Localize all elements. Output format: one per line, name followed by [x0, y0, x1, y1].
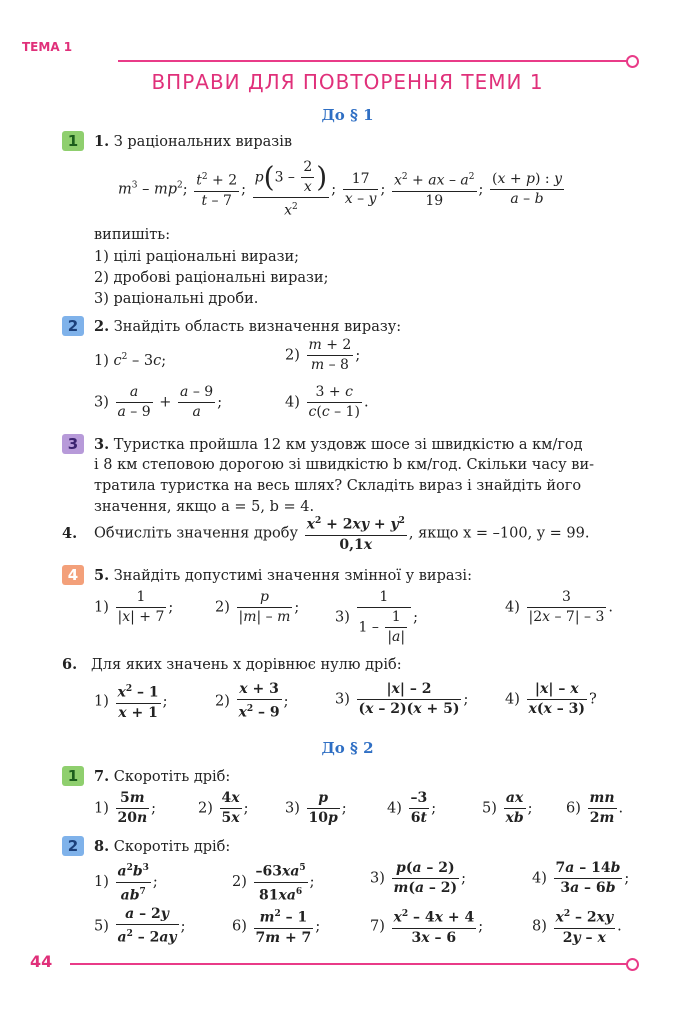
- level-badge: 2: [62, 316, 84, 336]
- expression-item: 2) $\frac{p}{|m| - m}$ ;: [215, 589, 300, 625]
- expression-item: 1) $\frac{5m}{20n}$ ;: [94, 790, 157, 826]
- exercise-1-write: випишіть:: [94, 227, 171, 243]
- exercise-4-stem: Обчисліть значення дробу $\frac{x^2 + 2xy + y^2}{0,1x}$ , якщо x = –100, y = 99.: [94, 512, 589, 555]
- list-item: 3) раціональні дроби.: [94, 291, 259, 307]
- expression-item: 3) $\frac{a}{a - 9}$ + $\frac{a - 9}{a}$ ;: [94, 384, 223, 420]
- expression-item: 7) $\frac{x^2 - 4x + 4}{3x - 6}$ ;: [370, 905, 483, 948]
- expression-item: 1) $\frac{1}{|x| + 7}$ ;: [94, 589, 174, 625]
- expression-item: 4) $\frac{|x| - x}{x(x - 3)}$ ?: [505, 681, 597, 717]
- exercise-1-expressions: $m^3 - mp^2$; $\frac{t^2 + 2}{t - 7}$ ; p(3 – $\frac{2}{x}$ ) $x^2$ ; $\frac{17}{x - y}$ ; $\frac{x^2 + ax - a^2}{19}$ ; $\frac{(x + p) : y}{a - b}$: [118, 159, 562, 219]
- exercise-5-stem: 5. Знайдіть допустимі значення змінної у виразі:: [94, 567, 472, 584]
- exercise-2-stem: 2. Знайдіть область визначення виразу:: [94, 318, 402, 335]
- level-badge: 1: [62, 131, 84, 151]
- expression-item: 1) $c^2 - 3c$;: [94, 352, 167, 369]
- topic-label: ТЕМА 1: [22, 40, 73, 54]
- expression-item: 4) $\frac{7a - 14b}{3a - 6b}$ ;: [532, 860, 630, 896]
- expression-item: 1) $\frac{x^2 - 1}{x + 1}$ ;: [94, 680, 168, 723]
- exercise-3-line: значення, якщо a = 5, b = 4.: [94, 499, 315, 515]
- exercise-6-stem: 6. Для яких значень x дорівнює нулю дріб:: [62, 656, 402, 673]
- expression-item: 2) $\frac{-63xa^5}{81xa^6}$ ;: [232, 859, 315, 905]
- expression-item: 2) $\frac{x + 3}{x^2 - 9}$ ;: [215, 681, 289, 721]
- level-badge: 4: [62, 565, 84, 585]
- level-badge: 1: [62, 766, 84, 786]
- exercise-1-stem: 1. З раціональних виразів: [94, 133, 293, 150]
- expression-item: 3) 1 1 – $\frac{1}{|a|}$ ;: [335, 589, 418, 645]
- exercise-7-stem: 7. Скоротіть дріб:: [94, 768, 231, 785]
- expression-item: 6) $\frac{mn}{2m}$ .: [566, 790, 624, 826]
- expression-item: 2) $\frac{m + 2}{m - 8}$ ;: [285, 337, 361, 373]
- expression-item: 5) $\frac{ax}{xb}$ ;: [482, 790, 533, 826]
- list-item: 2) дробові раціональні вирази;: [94, 270, 329, 286]
- page-number: 44: [30, 952, 53, 971]
- exercise-8-stem: 8. Скоротіть дріб:: [94, 838, 231, 855]
- header-rule: [118, 60, 628, 62]
- exercise-3-line: 3. Туристка пройшла 12 км уздовж шосе зі швидкістю a км/год: [94, 436, 583, 453]
- page-title: ВПРАВИ ДЛЯ ПОВТОРЕННЯ ТЕМИ 1: [151, 70, 544, 94]
- list-item: 1) цілі раціональні вирази;: [94, 249, 300, 265]
- section-2-heading: До § 2: [321, 739, 374, 757]
- exercise-4-number: 4.: [62, 525, 78, 542]
- footer-dot: [626, 958, 639, 971]
- expression-item: 5) $\frac{a - 2y}{a^2 - 2ay}$ ;: [94, 906, 186, 946]
- section-1-heading: До § 1: [321, 106, 374, 124]
- expression-item: 1) $\frac{a^2b^3}{ab^7}$ ;: [94, 859, 158, 905]
- footer-rule: [70, 963, 628, 965]
- expression-item: 4) $\frac{-3}{6t}$ ;: [387, 790, 437, 826]
- expression-item: 6) $\frac{m^2 - 1}{7m + 7}$ ;: [232, 905, 320, 948]
- expression-item: 2) $\frac{4x}{5x}$ ;: [198, 790, 249, 826]
- exercise-3-line: і 8 км степовою дорогою зі швидкістю b км/год. Скільки часу ви-: [94, 457, 595, 473]
- expression-item: 3) $\frac{|x| - 2}{(x - 2)(x + 5)}$ ;: [335, 681, 469, 717]
- header-dot: [626, 55, 639, 68]
- exercise-3-line: тратила туристка на весь шлях? Складіть вираз і знайдіть його: [94, 478, 582, 494]
- level-badge: 2: [62, 836, 84, 856]
- level-badge: 3: [62, 434, 84, 454]
- expression-item: 8) $\frac{x^2 - 2xy}{2y - x}$ .: [532, 905, 622, 948]
- expression-item: 4) $\frac{3 + c}{c(c - 1)}$ .: [285, 384, 369, 420]
- expression-item: 3) $\frac{p(a - 2)}{m(a - 2)}$ ;: [370, 860, 467, 896]
- expression-item: 3) $\frac{p}{10p}$ ;: [285, 790, 347, 826]
- expression-item: 4) $\frac{3}{|2x - 7| - 3}$ .: [505, 589, 613, 625]
